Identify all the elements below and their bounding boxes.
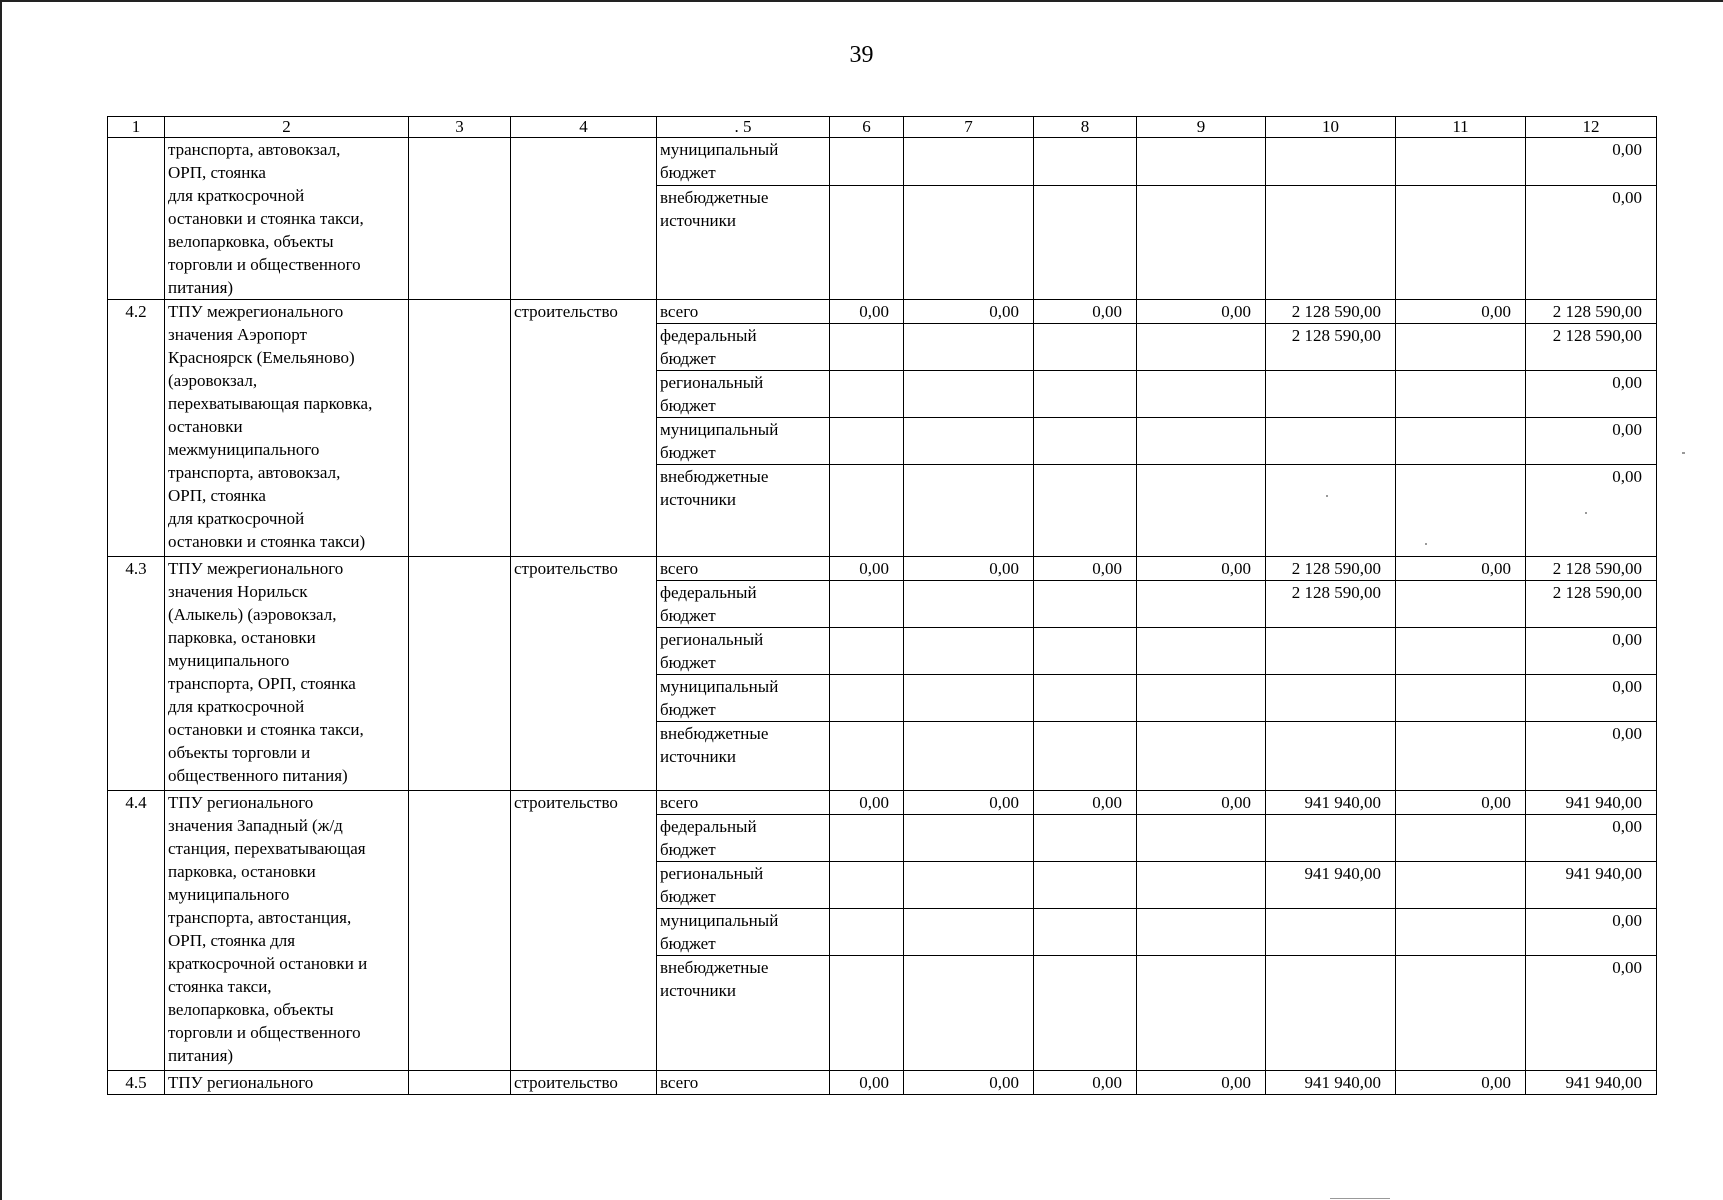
amount-cell-7: [904, 581, 1034, 628]
amount-cell-12: 0,00: [1526, 628, 1657, 675]
amount-cell-7: [904, 862, 1034, 909]
funding-source-cell: внебюджетные источники: [657, 722, 830, 791]
amount-cell-9: [1137, 956, 1266, 1071]
funding-source-cell: всего: [657, 300, 830, 324]
column-header: 8: [1034, 117, 1137, 138]
amount-cell-6: [830, 675, 904, 722]
amount-cell-11: [1396, 324, 1526, 371]
amount-cell-10: 2 128 590,00: [1266, 300, 1396, 324]
item-col3-cell: [409, 138, 511, 300]
column-header: 7: [904, 117, 1034, 138]
amount-cell-11: 0,00: [1396, 557, 1526, 581]
funding-source-cell: муниципальный бюджет: [657, 675, 830, 722]
amount-cell-12: 941 940,00: [1526, 862, 1657, 909]
amount-cell-9: [1137, 722, 1266, 791]
page-number: 39: [849, 42, 874, 68]
amount-cell-8: [1034, 185, 1137, 299]
table-row: [108, 1071, 1657, 1095]
amount-cell-8: [1034, 722, 1137, 791]
table-body: [108, 117, 1657, 1095]
amount-cell-10: [1266, 675, 1396, 722]
amount-cell-8: [1034, 628, 1137, 675]
amount-cell-12: 0,00: [1526, 138, 1657, 186]
amount-cell-12: 0,00: [1526, 371, 1657, 418]
amount-cell-11: [1396, 815, 1526, 862]
item-number-cell: 4.3: [108, 557, 165, 791]
amount-cell-12: 0,00: [1526, 909, 1657, 956]
amount-cell-12: 2 128 590,00: [1526, 300, 1657, 324]
funding-source-cell: всего: [657, 1071, 830, 1095]
funding-source-cell: всего: [657, 557, 830, 581]
funding-source-cell: внебюджетные источники: [657, 956, 830, 1071]
amount-cell-7: 0,00: [904, 791, 1034, 815]
amount-cell-11: [1396, 185, 1526, 299]
amount-cell-9: 0,00: [1137, 557, 1266, 581]
item-number-cell: 4.4: [108, 791, 165, 1071]
amount-cell-8: 0,00: [1034, 791, 1137, 815]
amount-cell-7: 0,00: [904, 557, 1034, 581]
amount-cell-6: [830, 581, 904, 628]
item-col3-cell: [409, 791, 511, 1071]
amount-cell-9: [1137, 628, 1266, 675]
amount-cell-7: [904, 465, 1034, 557]
amount-cell-10: [1266, 465, 1396, 557]
amount-cell-7: [904, 722, 1034, 791]
amount-cell-12: 2 128 590,00: [1526, 324, 1657, 371]
item-col3-cell: [409, 300, 511, 557]
amount-cell-9: 0,00: [1137, 300, 1266, 324]
amount-cell-12: 0,00: [1526, 185, 1657, 299]
work-type-cell: [511, 138, 657, 300]
column-header: 12: [1526, 117, 1657, 138]
work-type-cell: строительство: [511, 557, 657, 791]
amount-cell-8: [1034, 909, 1137, 956]
amount-cell-6: 0,00: [830, 300, 904, 324]
amount-cell-9: [1137, 138, 1266, 186]
work-type-cell: строительство: [511, 1071, 657, 1095]
scan-edge-top: [0, 0, 1723, 2]
amount-cell-11: [1396, 722, 1526, 791]
amount-cell-11: [1396, 581, 1526, 628]
amount-cell-9: [1137, 185, 1266, 299]
amount-cell-12: 0,00: [1526, 815, 1657, 862]
table-row: [108, 557, 1657, 581]
table-row: [108, 138, 1657, 186]
item-col3-cell: [409, 1071, 511, 1095]
column-header: . 5: [657, 117, 830, 138]
amount-cell-8: [1034, 675, 1137, 722]
column-number-row: [108, 117, 1657, 138]
scan-edge-left: [0, 0, 2, 1200]
amount-cell-11: [1396, 465, 1526, 557]
amount-cell-6: [830, 909, 904, 956]
scan-speck: [1585, 512, 1587, 514]
amount-cell-11: [1396, 628, 1526, 675]
funding-source-cell: региональный бюджет: [657, 628, 830, 675]
amount-cell-9: [1137, 815, 1266, 862]
amount-cell-11: [1396, 909, 1526, 956]
scan-speck: [1425, 543, 1427, 545]
amount-cell-9: 0,00: [1137, 791, 1266, 815]
amount-cell-8: [1034, 324, 1137, 371]
scan-speck: [1682, 452, 1685, 454]
funding-source-cell: всего: [657, 791, 830, 815]
column-header: 9: [1137, 117, 1266, 138]
amount-cell-6: [830, 815, 904, 862]
funding-source-cell: федеральный бюджет: [657, 815, 830, 862]
amount-cell-7: [904, 371, 1034, 418]
scan-speck: [1330, 1198, 1390, 1199]
amount-cell-10: [1266, 722, 1396, 791]
funding-source-cell: федеральный бюджет: [657, 581, 830, 628]
funding-source-cell: внебюджетные источники: [657, 185, 830, 299]
amount-cell-8: [1034, 815, 1137, 862]
amount-cell-7: [904, 138, 1034, 186]
amount-cell-9: [1137, 581, 1266, 628]
amount-cell-11: [1396, 956, 1526, 1071]
amount-cell-12: 0,00: [1526, 675, 1657, 722]
amount-cell-9: [1137, 862, 1266, 909]
amount-cell-9: [1137, 324, 1266, 371]
amount-cell-10: 2 128 590,00: [1266, 557, 1396, 581]
amount-cell-6: 0,00: [830, 791, 904, 815]
amount-cell-9: [1137, 675, 1266, 722]
amount-cell-12: 941 940,00: [1526, 1071, 1657, 1095]
column-header: 2: [165, 117, 409, 138]
item-number-cell: [108, 138, 165, 300]
item-name-cell: ТПУ межрегионального значения Норильск (Алыкель) (аэровокзал, парковка, остановки муниципального транспорта, ОРП, стоянка для краткосрочной остановки и стоянка такси, объекты торговли и общественного питания): [165, 557, 409, 791]
item-name-cell: транспорта, автовокзал, ОРП, стоянка для краткосрочной остановки и стоянка такси, велопарковка, объекты торговли и общественного питания): [165, 138, 409, 300]
amount-cell-11: [1396, 138, 1526, 186]
work-type-cell: строительство: [511, 300, 657, 557]
amount-cell-10: 2 128 590,00: [1266, 581, 1396, 628]
amount-cell-8: [1034, 581, 1137, 628]
amount-cell-10: [1266, 628, 1396, 675]
amount-cell-12: 2 128 590,00: [1526, 581, 1657, 628]
amount-cell-8: 0,00: [1034, 1071, 1137, 1095]
budget-table: [107, 116, 1657, 1095]
amount-cell-10: 941 940,00: [1266, 791, 1396, 815]
amount-cell-10: 941 940,00: [1266, 1071, 1396, 1095]
amount-cell-10: 941 940,00: [1266, 862, 1396, 909]
amount-cell-8: 0,00: [1034, 300, 1137, 324]
funding-source-cell: муниципальный бюджет: [657, 909, 830, 956]
amount-cell-6: [830, 862, 904, 909]
amount-cell-6: [830, 185, 904, 299]
amount-cell-6: [830, 324, 904, 371]
column-header: 10: [1266, 117, 1396, 138]
amount-cell-9: [1137, 465, 1266, 557]
amount-cell-9: 0,00: [1137, 1071, 1266, 1095]
amount-cell-8: [1034, 465, 1137, 557]
amount-cell-12: 0,00: [1526, 722, 1657, 791]
amount-cell-12: 0,00: [1526, 418, 1657, 465]
amount-cell-10: [1266, 815, 1396, 862]
column-header: 6: [830, 117, 904, 138]
scan-speck: [1326, 495, 1328, 497]
amount-cell-7: 0,00: [904, 1071, 1034, 1095]
amount-cell-8: [1034, 418, 1137, 465]
amount-cell-11: 0,00: [1396, 1071, 1526, 1095]
column-header: 1: [108, 117, 165, 138]
work-type-cell: строительство: [511, 791, 657, 1071]
funding-source-cell: муниципальный бюджет: [657, 418, 830, 465]
amount-cell-6: 0,00: [830, 1071, 904, 1095]
column-header: 4: [511, 117, 657, 138]
table-row: [108, 300, 1657, 324]
amount-cell-12: 0,00: [1526, 465, 1657, 557]
amount-cell-10: [1266, 418, 1396, 465]
amount-cell-6: [830, 138, 904, 186]
amount-cell-7: [904, 909, 1034, 956]
amount-cell-6: [830, 371, 904, 418]
funding-source-cell: федеральный бюджет: [657, 324, 830, 371]
funding-source-cell: региональный бюджет: [657, 862, 830, 909]
amount-cell-10: [1266, 185, 1396, 299]
amount-cell-7: [904, 185, 1034, 299]
amount-cell-7: [904, 675, 1034, 722]
amount-cell-8: [1034, 371, 1137, 418]
amount-cell-7: [904, 815, 1034, 862]
amount-cell-12: 941 940,00: [1526, 791, 1657, 815]
amount-cell-9: [1137, 371, 1266, 418]
amount-cell-6: [830, 956, 904, 1071]
amount-cell-10: 2 128 590,00: [1266, 324, 1396, 371]
amount-cell-7: [904, 956, 1034, 1071]
amount-cell-6: 0,00: [830, 557, 904, 581]
amount-cell-6: [830, 418, 904, 465]
amount-cell-11: [1396, 862, 1526, 909]
amount-cell-8: 0,00: [1034, 557, 1137, 581]
item-name-cell: ТПУ межрегионального значения Аэропорт Красноярск (Емельяново) (аэровокзал, перехватывающая парковка, остановки межмуниципального транспорта, автовокзал, ОРП, стоянка для краткосрочной остановки и стоянка такси): [165, 300, 409, 557]
amount-cell-12: 0,00: [1526, 956, 1657, 1071]
amount-cell-9: [1137, 909, 1266, 956]
item-name-cell: ТПУ регионального значения Западный (ж/д станция, перехватывающая парковка, остановки муниципального транспорта, автостанция, ОРП, стоянка для краткосрочной остановки и стоянка такси, велопарковка, объекты торговли и общественного питания): [165, 791, 409, 1071]
amount-cell-9: [1137, 418, 1266, 465]
item-name-cell: ТПУ регионального: [165, 1071, 409, 1095]
amount-cell-6: [830, 465, 904, 557]
amount-cell-6: [830, 722, 904, 791]
column-header: 3: [409, 117, 511, 138]
table-row: [108, 791, 1657, 815]
amount-cell-8: [1034, 862, 1137, 909]
amount-cell-8: [1034, 138, 1137, 186]
amount-cell-10: [1266, 138, 1396, 186]
amount-cell-10: [1266, 909, 1396, 956]
amount-cell-11: [1396, 371, 1526, 418]
item-number-cell: 4.2: [108, 300, 165, 557]
funding-source-cell: внебюджетные источники: [657, 465, 830, 557]
amount-cell-7: [904, 324, 1034, 371]
amount-cell-10: [1266, 371, 1396, 418]
funding-source-cell: региональный бюджет: [657, 371, 830, 418]
amount-cell-7: [904, 628, 1034, 675]
amount-cell-10: [1266, 956, 1396, 1071]
amount-cell-7: 0,00: [904, 300, 1034, 324]
amount-cell-11: [1396, 675, 1526, 722]
amount-cell-8: [1034, 956, 1137, 1071]
item-col3-cell: [409, 557, 511, 791]
amount-cell-11: 0,00: [1396, 791, 1526, 815]
amount-cell-11: [1396, 418, 1526, 465]
funding-source-cell: муниципальный бюджет: [657, 138, 830, 186]
amount-cell-12: 2 128 590,00: [1526, 557, 1657, 581]
item-number-cell: 4.5: [108, 1071, 165, 1095]
amount-cell-7: [904, 418, 1034, 465]
amount-cell-6: [830, 628, 904, 675]
column-header: 11: [1396, 117, 1526, 138]
amount-cell-11: 0,00: [1396, 300, 1526, 324]
